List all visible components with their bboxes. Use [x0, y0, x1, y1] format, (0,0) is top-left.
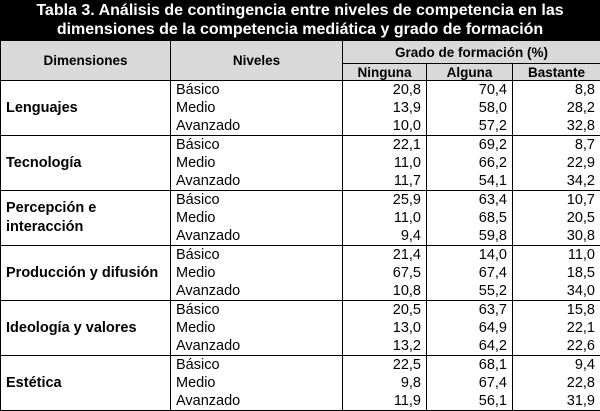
bastante-cell: 22,8: [513, 374, 600, 392]
ninguna-cell: 67,5: [343, 264, 427, 282]
header-alguna: Alguna: [427, 64, 513, 81]
ninguna-cell: 9,4: [343, 227, 427, 246]
level-cell: Medio: [171, 264, 343, 282]
ninguna-cell: 13,0: [343, 319, 427, 337]
table-title: [0, 0, 600, 40]
bastante-cell: 9,4: [513, 356, 600, 375]
table-row: [1, 246, 600, 265]
bastante-cell: 34,0: [513, 282, 600, 301]
bastante-cell: 22,1: [513, 319, 600, 337]
level-cell: Avanzado: [171, 392, 343, 411]
alguna-cell: 58,0: [427, 99, 513, 117]
alguna-cell: 63,4: [427, 191, 513, 210]
contingency-table: [0, 40, 600, 411]
level-cell: Avanzado: [171, 337, 343, 356]
bastante-cell: 22,6: [513, 337, 600, 356]
level-cell: Medio: [171, 319, 343, 337]
ninguna-cell: 20,8: [343, 81, 427, 100]
bastante-cell: 20,5: [513, 209, 600, 227]
dimension-cell: Estética: [1, 356, 171, 411]
bastante-cell: 8,8: [513, 81, 600, 100]
alguna-cell: 57,2: [427, 117, 513, 136]
bastante-cell: 30,8: [513, 227, 600, 246]
level-cell: Avanzado: [171, 227, 343, 246]
level-cell: Medio: [171, 99, 343, 117]
ninguna-cell: 10,0: [343, 117, 427, 136]
header-bastante: Bastante: [513, 64, 600, 81]
table-row: [1, 301, 600, 320]
bastante-cell: 15,8: [513, 301, 600, 320]
header-grado-formacion: Grado de formación (%): [343, 41, 600, 64]
alguna-cell: 67,4: [427, 374, 513, 392]
ninguna-cell: 13,9: [343, 99, 427, 117]
ninguna-cell: 21,4: [343, 246, 427, 265]
alguna-cell: 69,2: [427, 136, 513, 155]
alguna-cell: 68,5: [427, 209, 513, 227]
alguna-cell: 54,1: [427, 172, 513, 191]
ninguna-cell: 13,2: [343, 337, 427, 356]
level-cell: Básico: [171, 246, 343, 265]
ninguna-cell: 20,5: [343, 301, 427, 320]
alguna-cell: 68,1: [427, 356, 513, 375]
level-cell: Básico: [171, 301, 343, 320]
ninguna-cell: 25,9: [343, 191, 427, 210]
level-cell: Medio: [171, 374, 343, 392]
alguna-cell: 55,2: [427, 282, 513, 301]
table-row: [1, 81, 600, 100]
alguna-cell: 14,0: [427, 246, 513, 265]
table-row: [1, 136, 600, 155]
table-title-line-1: Tabla 3. Análisis de contingencia entre niveles de competencia en las: [0, 1, 600, 20]
table-row: [1, 356, 600, 375]
level-cell: Básico: [171, 136, 343, 155]
header-ninguna: Ninguna: [343, 64, 427, 81]
level-cell: Básico: [171, 81, 343, 100]
ninguna-cell: 11,7: [343, 172, 427, 191]
ninguna-cell: 11,9: [343, 392, 427, 411]
alguna-cell: 66,2: [427, 154, 513, 172]
alguna-cell: 56,1: [427, 392, 513, 411]
level-cell: Medio: [171, 154, 343, 172]
ninguna-cell: 11,0: [343, 209, 427, 227]
level-cell: Avanzado: [171, 282, 343, 301]
ninguna-cell: 10,8: [343, 282, 427, 301]
level-cell: Básico: [171, 191, 343, 210]
bastante-cell: 22,9: [513, 154, 600, 172]
dimension-cell: Ideología y valores: [1, 301, 171, 356]
level-cell: Avanzado: [171, 117, 343, 136]
alguna-cell: 63,7: [427, 301, 513, 320]
dimension-cell: Tecnología: [1, 136, 171, 191]
level-cell: Medio: [171, 209, 343, 227]
dimension-cell: Lenguajes: [1, 81, 171, 136]
dimension-cell: Producción y difusión: [1, 246, 171, 301]
bastante-cell: 18,5: [513, 264, 600, 282]
table-body: [1, 81, 600, 411]
bastante-cell: 11,0: [513, 246, 600, 265]
dimension-cell: Percepción e interacción: [1, 191, 171, 246]
table-title-line-2: dimensiones de la competencia mediática y grado de formación: [0, 20, 600, 39]
alguna-cell: 64,2: [427, 337, 513, 356]
header-dimensiones: Dimensiones: [1, 41, 171, 81]
bastante-cell: 8,7: [513, 136, 600, 155]
alguna-cell: 70,4: [427, 81, 513, 100]
ninguna-cell: 22,5: [343, 356, 427, 375]
alguna-cell: 64,9: [427, 319, 513, 337]
alguna-cell: 67,4: [427, 264, 513, 282]
bastante-cell: 32,8: [513, 117, 600, 136]
table-row: [1, 191, 600, 210]
ninguna-cell: 9,8: [343, 374, 427, 392]
bastante-cell: 31,9: [513, 392, 600, 411]
bastante-cell: 10,7: [513, 191, 600, 210]
level-cell: Avanzado: [171, 172, 343, 191]
alguna-cell: 59,8: [427, 227, 513, 246]
ninguna-cell: 22,1: [343, 136, 427, 155]
bastante-cell: 28,2: [513, 99, 600, 117]
bastante-cell: 34,2: [513, 172, 600, 191]
level-cell: Básico: [171, 356, 343, 375]
ninguna-cell: 11,0: [343, 154, 427, 172]
header-niveles: Niveles: [171, 41, 343, 81]
